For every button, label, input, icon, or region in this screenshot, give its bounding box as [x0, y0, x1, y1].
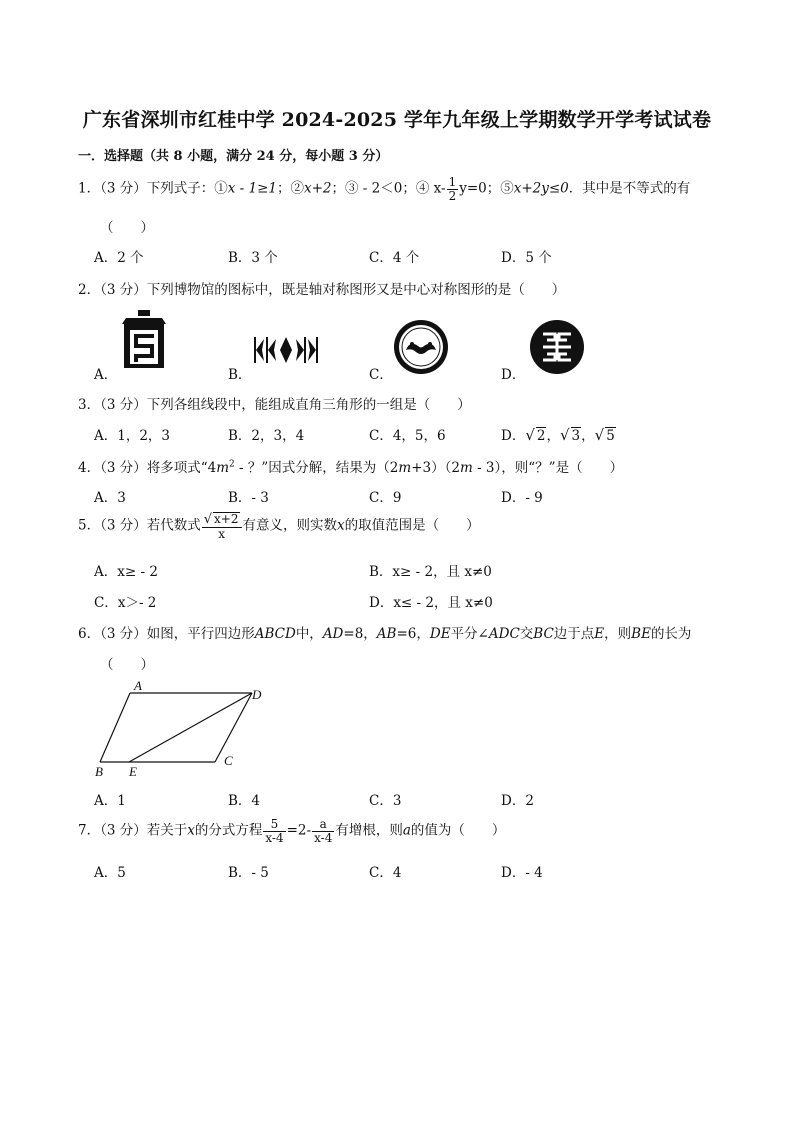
q6-var: BE [631, 626, 651, 642]
option-b[interactable]: B．x≥ - 2，且 x≠0 [369, 564, 492, 580]
q7-text: 7．（3 分）若关于 [78, 822, 188, 839]
option-b[interactable]: B． [228, 367, 252, 383]
question-4 [78, 456, 623, 476]
q7-var: x [187, 822, 195, 839]
q1-options [94, 246, 734, 266]
option-c[interactable]: C．3 [369, 793, 402, 809]
q7-text: 的值为（ ） [410, 822, 506, 839]
option-a[interactable]: A．1 [94, 793, 126, 809]
option-c[interactable]: C．9 [369, 490, 402, 506]
q7-fraction-2 [312, 818, 334, 844]
option-d[interactable]: D．2 [501, 793, 534, 809]
q5-var: x [337, 517, 345, 534]
q1-text: y=0；⑤ [459, 180, 514, 197]
label-e: E [129, 764, 137, 779]
museum-icon-a[interactable] [118, 308, 170, 370]
option-c[interactable]: C． [369, 367, 393, 383]
option-b[interactable]: B．- 5 [228, 865, 269, 881]
fraction-numerator: 1 [448, 175, 457, 189]
q2-options [94, 363, 734, 383]
q7-options [94, 861, 734, 881]
q4-text: - 3），则“？”是（ ） [472, 460, 624, 476]
option-d[interactable]: D．- 4 [501, 865, 543, 881]
q6-text: =8， [343, 626, 377, 642]
option-b[interactable]: B．4 [228, 793, 261, 809]
q6-var: AB [376, 626, 397, 642]
option-c[interactable]: C．4 个 [369, 250, 420, 266]
option-a[interactable]: A．2 个 [94, 250, 144, 266]
sqrt-icon: √ [559, 426, 570, 444]
fraction-numerator: a [312, 818, 334, 832]
q7-fraction-1 [263, 818, 285, 844]
q5-options-row1 [94, 560, 734, 580]
option-b[interactable]: B．2，3，4 [228, 428, 305, 444]
museum-icon-b[interactable] [250, 335, 322, 365]
q1-expr: x+2y≤0 [513, 180, 569, 197]
question-3: 3．（3 分）下列各组线段中，能组成直角三角形的一组是（ ） [78, 397, 471, 413]
option-a[interactable]: A．5 [94, 865, 126, 881]
option-b[interactable]: B．- 3 [228, 490, 269, 506]
label-c: C [224, 753, 233, 768]
sqrt-icon: √ [525, 426, 535, 444]
section-heading: 一．选择题（共 8 小题，满分 24 分，每小题 3 分） [78, 149, 389, 164]
q1-prefix: 1．（3 分）下列式子： [78, 180, 215, 197]
q4-text: 4．（3 分）将多项式“4 [78, 460, 217, 476]
option-d[interactable]: D．x≤ - 2，且 x≠0 [369, 595, 493, 611]
q4-exponent: 2 [229, 459, 235, 470]
q6-var: DE [429, 626, 451, 642]
q7-var: a [402, 822, 411, 839]
q1-expr: x - 1≥1 [227, 180, 277, 197]
radicand: 3 [571, 428, 581, 444]
option-c[interactable]: C．x＞- 2 [94, 595, 157, 611]
q7-text: =2- [286, 822, 312, 839]
q4-options [94, 486, 734, 506]
radicand: x+2 [214, 512, 239, 526]
question-5 [78, 512, 480, 540]
q6-var: ABCD [254, 626, 296, 642]
fraction-numerator [202, 512, 242, 528]
separator: ， [581, 428, 595, 444]
label-a: A [134, 678, 142, 693]
radicand: 2 [536, 428, 546, 444]
q5-fraction [202, 512, 242, 540]
fraction-numerator: 5 [263, 818, 285, 832]
question-6 [78, 622, 691, 642]
q1-text: ；② [276, 180, 304, 197]
fraction-denominator: x-4 [314, 830, 333, 845]
radicand: 5 [606, 428, 615, 444]
question-2: 2．（3 分）下列博物馆的图标中，既是轴对称图形又是中心对称图形的是（ ） [78, 282, 566, 298]
q5-text: 有意义，则实数 [242, 517, 337, 534]
q1-blank: （ ） [100, 220, 154, 236]
label-d: D [252, 687, 262, 702]
q1-text: ；③ - 2＜0；④ x- [331, 180, 446, 197]
q3-options [94, 424, 734, 444]
q6-text: 的长为 [650, 626, 692, 642]
q4-var: m [459, 460, 473, 476]
option-d[interactable]: D．- 9 [501, 490, 543, 506]
q6-text: 交 [519, 626, 534, 642]
q6-text: 6．（3 分）如图，平行四边形 [78, 626, 255, 642]
label-b: B [95, 764, 103, 779]
q6-var: AD [322, 626, 344, 642]
q6-text: ，则 [604, 626, 632, 642]
sqrt-icon: √ [594, 426, 605, 444]
q4-text: - ？”因式分解，结果为（2 [234, 460, 399, 476]
option-a[interactable]: A． [94, 367, 118, 383]
q6-var: E [594, 626, 605, 642]
option-d-label: D． [501, 428, 526, 444]
q1-text: ．其中是不等式的有 [568, 180, 691, 197]
option-b[interactable]: B．3 个 [228, 250, 278, 266]
separator: ， [546, 428, 560, 444]
option-c[interactable]: C．4 [369, 865, 402, 881]
option-c[interactable]: C．4，5，6 [369, 428, 446, 444]
q6-options [94, 789, 734, 809]
option-d[interactable] [501, 424, 616, 444]
question-7 [78, 818, 505, 844]
fraction-denominator: 2 [448, 188, 457, 203]
q7-text: 有增根，则 [335, 822, 403, 839]
q7-text: 的分式方程 [194, 822, 263, 839]
option-a[interactable]: A．1，2，3 [94, 428, 171, 444]
q4-var: m [398, 460, 412, 476]
fraction-denominator: x-4 [265, 830, 284, 845]
page-title: 广东省深圳市红桂中学 2024-2025 学年九年级上学期数学开学考试试卷 [82, 109, 712, 131]
q5-text: 5．（3 分）若代数式 [78, 517, 201, 534]
q4-text: +3）（2 [411, 460, 460, 476]
q4-var: m [216, 460, 230, 476]
q6-text: 平分∠ [450, 626, 489, 642]
q1-text: ① [214, 180, 228, 197]
segment-ab [100, 693, 130, 762]
option-a[interactable]: A．3 [94, 490, 126, 506]
q1-fraction [447, 176, 459, 202]
option-a[interactable]: A．x≥ - 2 [94, 564, 158, 580]
question-1 [78, 176, 690, 202]
q1-expr: x+2 [303, 180, 332, 197]
q6-text: 中， [295, 626, 323, 642]
option-d[interactable]: D．5 个 [501, 250, 552, 266]
q5-text: 的取值范围是（ ） [344, 517, 480, 534]
sqrt-icon: √ [203, 512, 213, 527]
q6-text: =6， [396, 626, 430, 642]
q6-var: BC [533, 626, 554, 642]
option-d[interactable]: D． [501, 367, 526, 383]
q5-options-row2 [94, 591, 734, 611]
q6-blank: （ ） [100, 657, 154, 673]
q6-text: 边于点 [553, 626, 595, 642]
fraction-denominator: x [218, 526, 225, 541]
parallelogram-figure [88, 675, 278, 783]
q6-var: ADC [488, 626, 520, 642]
